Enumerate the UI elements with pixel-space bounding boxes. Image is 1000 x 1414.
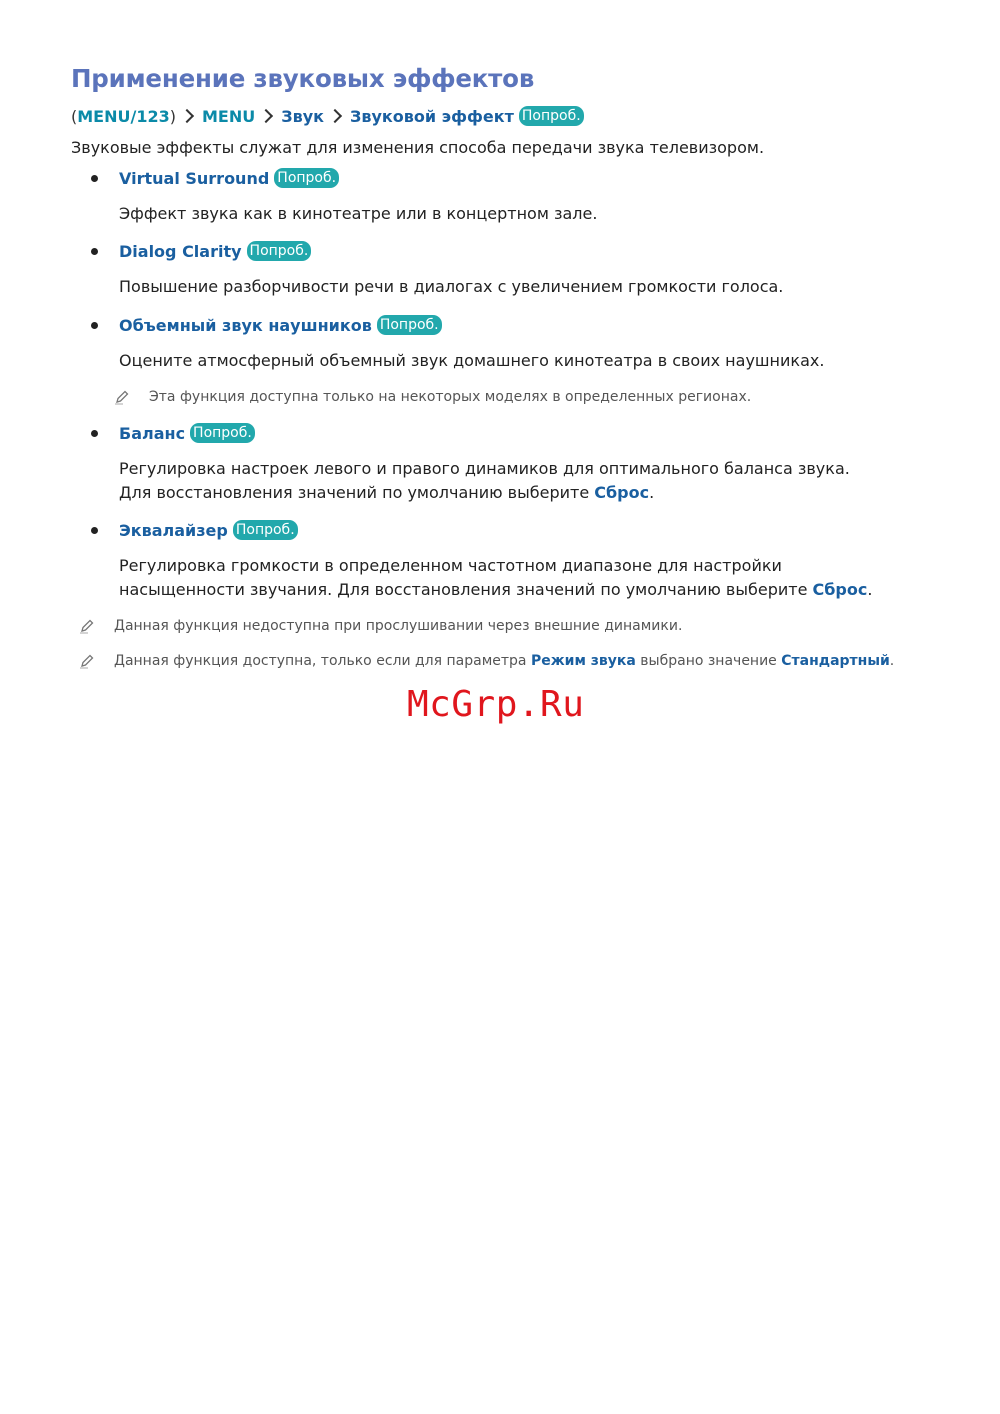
breadcrumb-menu[interactable]: MENU	[201, 106, 256, 126]
list-item	[91, 423, 255, 443]
list-item	[91, 520, 298, 540]
note-text-end: .	[889, 653, 895, 669]
bullet-icon	[91, 527, 98, 534]
desc-text: Регулировка настроек левого и правого динамиков для оптимального баланса звука. Для восстановления значений по умолчанию выберите	[119, 459, 850, 502]
desc-end: .	[649, 483, 655, 502]
try-now-badge[interactable]: Попроб.	[190, 423, 255, 443]
standard-value-link[interactable]: Стандартный	[781, 653, 890, 669]
item-description	[119, 554, 879, 602]
breadcrumb-sound-effect[interactable]: Звуковой эффект	[350, 106, 514, 126]
bullet-icon	[91, 322, 98, 329]
list-item	[91, 168, 339, 188]
item-description	[119, 457, 879, 505]
sound-mode-link[interactable]: Режим звука	[530, 653, 636, 669]
item-title-balance[interactable]: Баланс	[119, 423, 186, 443]
watermark: McGrp.Ru	[407, 684, 585, 725]
note-text: Эта функция доступна только на некоторых моделях в определенных регионах.	[149, 389, 752, 405]
intro-text: Звуковые эффекты служат для изменения способа передачи звука телевизором.	[71, 138, 765, 157]
note-text	[114, 653, 894, 669]
item-description: Эффект звука как в кинотеатре или в концертном зале.	[119, 204, 598, 223]
item-description: Повышение разборчивости речи в диалогах с увеличением громкости голоса.	[119, 277, 784, 296]
chevron-right-icon	[328, 109, 342, 123]
breadcrumb-paren-close: )	[169, 106, 176, 126]
note	[79, 653, 894, 669]
note-text-pre: Данная функция доступна, только если для параметра	[114, 653, 531, 669]
item-title-virtual-surround[interactable]: Virtual Surround	[119, 168, 270, 188]
note-text-mid: выбрано значение	[635, 653, 782, 669]
breadcrumb-paren-open: (	[71, 106, 78, 126]
breadcrumb-menu-123[interactable]: MENU/123	[77, 106, 170, 126]
pencil-icon	[114, 389, 130, 405]
bullet-icon	[91, 248, 98, 255]
bullet-icon	[91, 175, 98, 182]
item-title-equalizer[interactable]: Эквалайзер	[119, 520, 228, 540]
breadcrumb-sound[interactable]: Звук	[281, 106, 324, 126]
pencil-icon	[79, 653, 95, 669]
try-now-badge[interactable]: Попроб.	[274, 168, 339, 188]
pencil-icon	[79, 618, 95, 634]
try-now-badge[interactable]: Попроб.	[377, 315, 442, 335]
note-text: Данная функция недоступна при прослушивании через внешние динамики.	[114, 618, 683, 634]
note	[79, 618, 682, 634]
desc-text: Регулировка громкости в определенном частотном диапазоне для настройки насыщенности звучания. Для восстановления значений по умолчанию выберите	[119, 556, 813, 599]
list-item	[91, 315, 442, 335]
desc-end: .	[867, 580, 873, 599]
reset-link[interactable]: Сброс	[594, 483, 650, 502]
breadcrumb	[71, 106, 584, 126]
reset-link[interactable]: Сброс	[812, 580, 868, 599]
item-description: Оцените атмосферный объемный звук домашнего кинотеатра в своих наушниках.	[119, 351, 825, 370]
chevron-right-icon	[180, 109, 194, 123]
try-now-badge[interactable]: Попроб.	[233, 520, 298, 540]
list-item	[91, 241, 311, 261]
note	[114, 389, 751, 405]
try-now-badge[interactable]: Попроб.	[247, 241, 312, 261]
item-title-dialog-clarity[interactable]: Dialog Clarity	[119, 241, 242, 261]
item-title-headphone-surround[interactable]: Объемный звук наушников	[119, 315, 372, 335]
bullet-icon	[91, 430, 98, 437]
chevron-right-icon	[259, 109, 273, 123]
page-title: Применение звуковых эффектов	[71, 64, 535, 93]
try-now-badge[interactable]: Попроб.	[519, 106, 584, 126]
